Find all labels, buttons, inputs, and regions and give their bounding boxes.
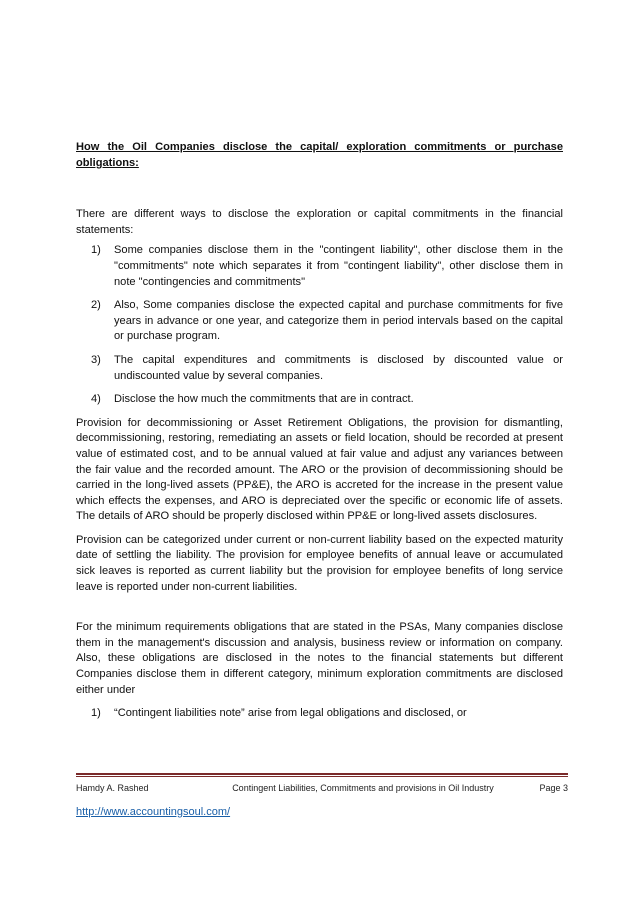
footer-rule-thin bbox=[76, 776, 568, 777]
list-item bbox=[91, 353, 563, 384]
footer-author: Hamdy A. Rashed bbox=[76, 783, 149, 793]
page-footer bbox=[76, 773, 568, 794]
section-heading: How the Oil Companies disclose the capital/ exploration commitments or purchase obligations: bbox=[76, 141, 563, 169]
list-item bbox=[91, 392, 563, 408]
minimum-requirements-paragraph: For the minimum requirements obligations that are stated in the PSAs, Many companies disclose them in the management's discussion and analysis, business review or information on company. Also, these obligations are disclosed in the notes to the financial statements but different Companies disclose them in different category, minimum exploration commitments are disclosed either under bbox=[76, 621, 563, 696]
list-number: 4) bbox=[91, 393, 101, 406]
list-item bbox=[91, 706, 563, 722]
list-item bbox=[91, 298, 563, 345]
list-text: Disclose the how much the commitments that are in contract. bbox=[114, 393, 414, 406]
aro-paragraph: Provision for decommissioning or Asset Retirement Obligations, the provision for dismantling, decommissioning, restoring, remediating an assets or field location, should be recorded at present value of estimated cost, and to be annual valued at fair value and adjust any variances between the fair value and the recorded amount. The ARO or the provision of decommissioning should be carried in the long-lived assets (PP&E), the ARO is accreted for the increase in the present value which effects the expenses, and ARO is depreciated over the specific or economic life of assets. The details of ARO should be properly disclosed within PP&E or long-lived assets disclosures. bbox=[76, 416, 563, 523]
list-number: 3) bbox=[91, 353, 101, 366]
footer-rule bbox=[76, 773, 568, 775]
website-link[interactable]: http://www.accountingsoul.com/ bbox=[76, 806, 231, 818]
footer-row bbox=[76, 782, 568, 794]
list-text: Also, Some companies disclose the expected capital and purchase commitments for five years in advance or one year, and categorize them in period intervals based on the capital or purchase program. bbox=[114, 299, 563, 343]
list-text: “Contingent liabilities note” arise from legal obligations and disclosed, or bbox=[114, 707, 467, 720]
list-item bbox=[91, 243, 563, 290]
disclosure-methods-list bbox=[76, 243, 563, 407]
page-content bbox=[76, 140, 563, 730]
list-number: 1) bbox=[91, 244, 101, 257]
list-number: 2) bbox=[91, 299, 101, 312]
intro-paragraph: There are different ways to disclose the exploration or capital commitments in the financial statements: bbox=[76, 208, 563, 236]
list-text: Some companies disclose them in the "contingent liability", other disclose them in the "commitments" note which separates it from "contingent liability", other disclose them in note "contingencies and commitments" bbox=[114, 244, 563, 288]
provision-paragraph: Provision can be categorized under current or non-current liability based on the expected maturity date of settling the liability. The provision for employee benefits of annual leave or accumulated sick leaves is reported as current liability but the provision for employee benefits of long service leave is reported under non-current liabilities. bbox=[76, 533, 563, 593]
footer-page-number: Page 3 bbox=[539, 783, 568, 793]
list-number: 1) bbox=[91, 707, 101, 720]
list-text: The capital expenditures and commitments is disclosed by discounted value or undiscounted value by several companies. bbox=[114, 353, 563, 382]
paragraph-spacer bbox=[76, 603, 563, 620]
footer-title: Contingent Liabilities, Commitments and provisions in Oil Industry bbox=[232, 783, 494, 793]
disclosure-categories-list bbox=[76, 706, 563, 722]
